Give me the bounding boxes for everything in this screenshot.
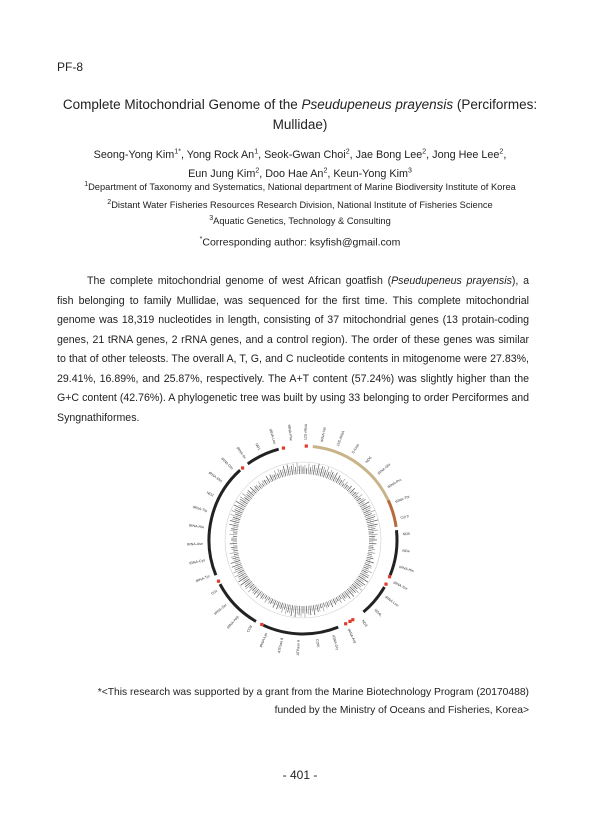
gc-content-tick — [232, 564, 242, 568]
gene-label: Cyt b — [400, 514, 410, 520]
gc-content-tick — [369, 534, 378, 535]
gc-content-tick — [343, 482, 347, 488]
gene-label: tRNA-Trp — [192, 505, 208, 514]
gene-label: tRNA-Met — [207, 470, 223, 484]
trna-marker — [351, 618, 354, 621]
gc-content-tick — [348, 490, 350, 492]
gene-label: tRNA-Ala — [188, 523, 205, 530]
corresponding-author: *Corresponding author: ksyfish@gmail.com — [199, 236, 401, 249]
page-code: PF-8 — [57, 60, 84, 74]
gene-label: COIII — [315, 638, 321, 648]
gene-label: tRNA-Asp — [226, 614, 240, 630]
gc-content-tick — [260, 592, 262, 595]
gene-label: ND2 — [205, 490, 215, 498]
gc-content-tick — [234, 554, 238, 555]
gc-content-tick — [336, 597, 338, 601]
gc-content-tick — [232, 511, 242, 515]
author: Keun-Yong Kim$^3$ — [333, 167, 412, 180]
gc-content-tick — [357, 577, 363, 581]
gc-content-tick — [310, 606, 311, 615]
affiliation-3: $^3$Aquatic Genetics, Technology & Consulting — [209, 214, 391, 226]
gc-content-tick — [291, 466, 292, 475]
author: Seok-Gwan Choi$^2$ — [264, 148, 350, 161]
gc-content-tick — [295, 467, 296, 474]
gc-content-tick — [354, 582, 360, 587]
gc-content-tick — [270, 479, 272, 482]
gene-label: tRNA-Pro — [387, 477, 403, 490]
gc-content-tick — [342, 484, 344, 487]
gc-content-tick — [233, 550, 237, 551]
gene-label: tRNA-Cys — [189, 558, 206, 566]
gene-arc — [263, 625, 338, 634]
gc-content-tick — [368, 554, 372, 555]
gc-content-tick — [273, 600, 275, 604]
gc-content-tick — [265, 595, 267, 598]
gene-label: tRNA-Val — [319, 426, 327, 443]
gc-content-tick — [354, 496, 357, 499]
gc-content-tick — [358, 499, 365, 504]
author: Yong Rock An$^1$ — [186, 148, 259, 161]
gc-content-tick — [340, 594, 345, 601]
gene-label: COII — [246, 624, 254, 634]
author: Jong Hee Lee$^2$ — [432, 148, 504, 161]
gc-content-tick — [256, 591, 261, 597]
gc-content-tick — [258, 482, 263, 488]
trna-marker — [282, 446, 285, 449]
gene-arc — [390, 530, 397, 575]
gc-content-tick — [243, 577, 249, 581]
gc-content-tick — [308, 464, 309, 475]
gc-content-tick — [238, 573, 246, 577]
page-number: - 401 - — [282, 768, 318, 782]
author: Jae Bong Lee$^2$ — [355, 148, 427, 161]
gc-content-tick — [323, 603, 324, 607]
gc-content-tick — [367, 555, 372, 556]
gene-label: ND4L — [373, 608, 383, 618]
gc-content-tick — [312, 605, 313, 611]
gc-content-tick — [369, 533, 374, 534]
gc-content-tick — [233, 527, 238, 528]
author: Doo Hae An$^2$ — [265, 167, 328, 180]
abstract-paragraph: The complete mitochondrial genome of west African goatfish (Pseudupeneus prayensis), a fish belonging to family Mullidae, was sequenced for the first time. This complete mitochondrial genome was 18,319 nucleotides in length, consisting of 37 mitochondrial genes (13 protain-coding genes, 21 tRNA genes, 2 rRNA genes, and a control region). The order of these genes was similar to that of other teleosts. The overall A, T, G, and C nucleotide contents in mitogenome were 27.83%, 29.41%, 16.89%, and 25.87%, respectively. The A+T content (57.24%) was slightly higher than the G+C content (42.76%). A phylogenetic tree was built by using 33 belonging to order Perciformes and Syngnathiformes. — [57, 275, 529, 424]
trna-marker — [388, 575, 391, 578]
trna-marker — [384, 583, 387, 586]
gene-label: ATPase 6 — [295, 639, 301, 656]
gc-content-tick — [331, 600, 332, 603]
mitogenome-map — [185, 410, 425, 665]
gene-label: 16S rRNA — [335, 430, 346, 447]
gene-label: tRNA-Leu — [268, 428, 277, 445]
author-list: Seong-Yong Kim$^{1*}$, Yong Rock An$^1$, Seok-Gwan Choi$^2$, Jae Bong Lee$^2$, Jong Hee Lee$^2$, Eun Jung Kim$^2$, Doo Hae An$^2$, Keun-Yong Kim$^3$ — [93, 148, 507, 180]
gc-content-tick — [276, 601, 278, 605]
gc-content-tick — [368, 549, 375, 550]
gc-content-tick — [284, 604, 286, 610]
gene-label: tRNA-Leu — [384, 595, 400, 608]
gc-content-tick — [350, 488, 355, 493]
author: Eun Jung Kim$^2$ — [188, 167, 260, 180]
gene-label: tRNA-Lys — [258, 632, 269, 648]
gc-content-tick — [367, 523, 374, 525]
gc-content-tick — [368, 529, 375, 530]
gc-content-tick — [365, 514, 375, 518]
gc-content-tick — [312, 465, 313, 474]
gc-content-tick — [293, 605, 294, 612]
gene-label: 12S rRNA — [303, 423, 309, 441]
gene-label: tRNA-His — [398, 565, 415, 574]
gc-content-tick — [310, 467, 311, 474]
gc-content-tick — [328, 601, 329, 605]
title-species: Pseudupeneus prayensis — [301, 97, 454, 112]
gc-content-tick — [308, 606, 309, 615]
gc-content-tick — [230, 530, 237, 531]
trna-marker — [217, 580, 220, 583]
gene-label: tRNA-Thr — [394, 494, 411, 504]
gene-label: COI — [210, 589, 218, 596]
gc-content-tick — [265, 596, 269, 602]
trna-marker — [344, 622, 347, 625]
trna-marker — [241, 466, 244, 469]
affiliation-2: $^2$Distant Water Fisheries Resources Research Division, National Institute of Fisheries Science — [107, 198, 493, 210]
gc-content-tick — [233, 523, 238, 524]
paper-title — [40, 95, 560, 135]
trna-marker — [260, 623, 263, 626]
trna-marker — [348, 620, 351, 623]
gc-content-tick — [313, 605, 315, 615]
gc-content-tick — [232, 549, 238, 550]
gc-content-tick — [315, 605, 316, 611]
gc-content-tick — [357, 498, 363, 502]
title-prefix: Complete Mitochondrial Genome of the — [62, 97, 302, 112]
title-suffix: (Perciformes: Mullidae) — [272, 97, 538, 132]
gene-label: ND1 — [254, 442, 262, 451]
gene-label: tRNA-Ser — [213, 602, 228, 616]
gene-label: ND4 — [402, 548, 410, 554]
gene-label: ND3 — [360, 619, 369, 628]
gc-content-tick — [291, 605, 293, 616]
gc-content-tick — [240, 501, 247, 505]
gc-content-tick — [259, 486, 261, 489]
abstract-species: Pseudupeneus prayensis — [391, 275, 512, 287]
gene-label: tRNA-Arg — [346, 628, 358, 644]
gene-label: tRNA-Gly — [331, 634, 340, 651]
gc-content-tick — [336, 476, 340, 483]
gc-content-tick — [245, 580, 251, 585]
gc-content-tick — [268, 597, 270, 600]
gc-content-tick — [295, 606, 296, 617]
gc-content-tick — [297, 463, 298, 475]
gene-label: tRNA-Ser — [392, 580, 409, 591]
gene-label: tRNA-Tyr — [195, 574, 211, 584]
gc-content-tick — [240, 499, 247, 504]
gene-label: ND6 — [364, 455, 373, 464]
gc-content-tick — [286, 469, 288, 476]
gc-content-tick — [229, 534, 237, 535]
gene-label: ND5 — [402, 531, 411, 537]
gene-label: tRNA-Asn — [187, 541, 204, 547]
outer-guide-ring — [225, 462, 381, 618]
gene-label: tRNA-Phe — [286, 424, 293, 441]
gc-content-tick — [266, 480, 268, 483]
gene-arc — [248, 449, 279, 464]
gc-content-tick — [297, 606, 298, 614]
footnote-line-1: *<This research was supported by a grant from the Marine Biotechnology Program (20170488) — [97, 687, 529, 698]
gene-label: tRNA-Glu — [376, 462, 392, 476]
gc-content-tick — [367, 557, 374, 559]
gc-content-tick — [231, 514, 241, 518]
gc-content-tick — [234, 559, 240, 561]
gc-content-tick — [313, 465, 315, 475]
gc-content-tick — [368, 530, 378, 531]
gc-content-tick — [229, 524, 238, 526]
gene-label: tRNA-Gln — [220, 456, 234, 471]
gc-content-tick — [340, 479, 344, 486]
author: Seong-Yong Kim$^{1*}$ — [93, 148, 181, 161]
gc-content-tick — [231, 547, 237, 548]
gene-label: tRNA-Ile — [235, 446, 247, 460]
gc-content-tick — [339, 595, 341, 598]
gc-content-tick — [366, 559, 370, 560]
funding-footnote — [57, 684, 529, 720]
gc-content-tick — [337, 596, 341, 603]
gc-content-tick — [327, 602, 329, 607]
gc-content-tick — [363, 568, 372, 572]
gc-content-tick — [262, 484, 264, 487]
gc-content-tick — [281, 603, 283, 609]
gc-content-tick — [328, 470, 332, 479]
gc-content-tick — [235, 562, 241, 564]
trna-marker — [305, 444, 308, 447]
gc-content-tick — [359, 574, 365, 578]
gene-label: D-loop — [351, 443, 360, 455]
dloop-arc — [388, 500, 396, 527]
gc-content-tick — [293, 463, 294, 474]
footnote-line-2: funded by the Ministry of Oceans and Fisheries, Korea> — [274, 705, 529, 716]
gene-label: ATPase 8 — [277, 637, 285, 654]
affiliation-1: $^1$Department of Taxonomy and Systematics, National department of Marine Biodiversity Institute of Korea — [84, 180, 516, 192]
gc-content-tick — [231, 529, 238, 530]
gene-arc — [363, 587, 384, 612]
gc-content-tick — [266, 476, 270, 483]
gc-content-tick — [325, 467, 329, 478]
